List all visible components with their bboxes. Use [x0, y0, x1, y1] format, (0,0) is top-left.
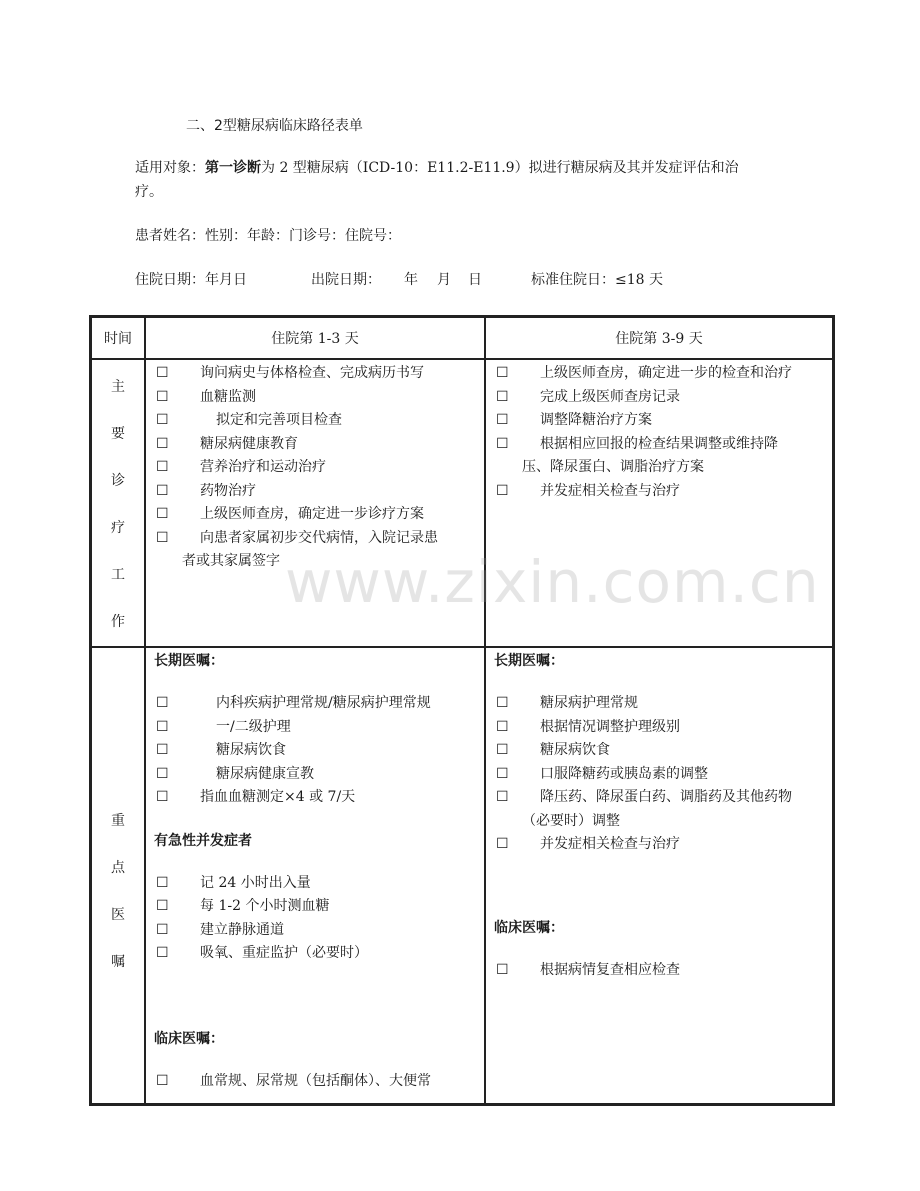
table-header-row — [91, 317, 833, 359]
longterm-order-item — [146, 763, 484, 787]
page-heading: 二、2型糖尿病临床路径表单 — [186, 118, 363, 134]
acute-order-item-text: 记 24 小时出入量 — [200, 874, 311, 891]
key-orders-label-char: 医 — [111, 907, 125, 923]
longterm-order-item-text: 糖尿病饮食 — [540, 742, 610, 758]
checkbox-icon[interactable]: ☐ — [156, 898, 169, 914]
key-orders-day-1-3 — [145, 647, 485, 1104]
checkbox-icon[interactable]: ☐ — [496, 482, 509, 499]
watermark: www.zixin.com.cn — [285, 548, 820, 616]
discharge-year: 年 — [404, 272, 418, 288]
checkbox-icon[interactable]: ☐ — [156, 742, 169, 758]
main-treatment-item-text: 血糖监测 — [200, 388, 256, 405]
checkbox-icon[interactable]: ☐ — [496, 836, 509, 852]
checkbox-icon[interactable]: ☐ — [496, 718, 509, 735]
main-treatment-item-text: 根据相应回报的检查结果调整或维持降 — [540, 435, 778, 452]
checkbox-icon[interactable]: ☐ — [496, 789, 509, 805]
checkbox-icon[interactable]: ☐ — [496, 695, 509, 711]
checkbox-icon[interactable]: ☐ — [156, 921, 169, 938]
checkbox-icon[interactable]: ☐ — [156, 365, 169, 381]
checkbox-icon[interactable]: ☐ — [156, 765, 169, 782]
main-treatment-day-1-3 — [145, 359, 485, 647]
longterm-order-item — [486, 692, 832, 716]
acute-order-item — [146, 872, 484, 896]
longterm-order-item-text: 根据情况调整护理级别 — [540, 718, 680, 735]
main-treatment-label-char: 要 — [111, 426, 125, 442]
discharge-month: 月 — [437, 272, 451, 288]
patient-info: 患者姓名：性别：年龄：门诊号：住院号： — [135, 228, 401, 244]
longterm-order-item — [486, 763, 832, 787]
checkbox-icon[interactable]: ☐ — [496, 365, 509, 381]
acute-order-item-text: 吸氧、重症监护（必要时） — [200, 945, 368, 961]
main-treatment-label-char: 主 — [111, 379, 125, 395]
main-treatment-item-continuation: 者或其家属签字 — [182, 553, 280, 569]
longterm-order-item — [146, 692, 484, 716]
clinical-title-right: 临床医嘱： — [494, 919, 564, 936]
longterm-order-item-text: 降压药、降尿蛋白药、调脂药及其他药物 — [540, 789, 792, 805]
main-treatment-label-char: 作 — [111, 614, 125, 630]
acute-title: 有急性并发症者 — [154, 832, 252, 849]
checkbox-icon[interactable]: ☐ — [156, 695, 169, 711]
longterm-order-item-text: 口服降糖药或胰岛素的调整 — [540, 765, 708, 782]
checkbox-icon[interactable]: ☐ — [496, 388, 509, 405]
main-treatment-item-text: 向患者家属初步交代病情，入院记录患 — [200, 529, 438, 546]
longterm-order-item — [146, 716, 484, 740]
longterm-order-item-text: 指血血糖测定×4 或 7/天 — [200, 789, 356, 805]
acute-order-item — [146, 919, 484, 943]
checkbox-icon[interactable]: ☐ — [156, 874, 169, 891]
acute-order-item-text: 建立静脉通道 — [200, 921, 284, 938]
scope-text: 为 2 型糖尿病（ICD-10：E11.2-E11.9）拟进行糖尿病及其并发症评估和治 — [261, 160, 739, 176]
key-orders-row — [91, 647, 833, 1104]
checkbox-icon[interactable]: ☐ — [156, 412, 169, 428]
main-treatment-label-char: 疗 — [111, 520, 125, 536]
standard-stay: 标准住院日：≤18 天 — [531, 272, 663, 288]
main-treatment-item — [486, 433, 832, 457]
main-treatment-item-text: 完成上级医师查房记录 — [540, 388, 680, 405]
longterm-order-item-text: 糖尿病健康宣教 — [216, 765, 314, 782]
acute-order-item — [146, 942, 484, 966]
key-orders-day-3-9 — [485, 647, 833, 1104]
longterm-order-item-text: 一/二级护理 — [216, 718, 291, 735]
longterm-order-item — [486, 739, 832, 763]
main-treatment-item — [486, 362, 832, 386]
clinical-order-item-text: 血常规、尿常规（包括酮体）、大便常 — [200, 1072, 431, 1089]
main-treatment-label — [91, 359, 145, 647]
scope-label: 适用对象： — [135, 160, 205, 176]
main-treatment-item — [146, 480, 484, 504]
longterm-title-left: 长期医嘱： — [154, 653, 224, 669]
checkbox-icon[interactable]: ☐ — [156, 388, 169, 405]
longterm-order-item — [486, 786, 832, 810]
longterm-title-right: 长期医嘱： — [494, 653, 564, 669]
discharge-date-label: 出院日期： — [311, 272, 381, 288]
checkbox-icon[interactable]: ☐ — [156, 459, 169, 475]
checkbox-icon[interactable]: ☐ — [496, 765, 509, 782]
main-treatment-item — [486, 386, 832, 410]
clinical-order-item — [486, 959, 832, 983]
checkbox-icon[interactable]: ☐ — [496, 412, 509, 428]
main-treatment-item — [146, 362, 484, 386]
clinical-pathway-table — [89, 315, 835, 1106]
checkbox-icon[interactable]: ☐ — [496, 961, 509, 978]
scope-line-2: 疗。 — [135, 184, 163, 200]
header-time: 时间 — [91, 317, 145, 359]
main-treatment-item-continuation: 压、降尿蛋白、调脂治疗方案 — [522, 459, 704, 475]
checkbox-icon[interactable]: ☐ — [156, 529, 169, 546]
acute-order-item-text: 每 1-2 个小时测血糖 — [200, 898, 330, 914]
main-treatment-label-char: 工 — [111, 567, 125, 583]
header-day-3-9: 住院第 3-9 天 — [485, 317, 833, 359]
scope-primary-diagnosis: 第一诊断 — [205, 160, 261, 176]
longterm-order-item — [486, 833, 832, 857]
main-treatment-item-text: 药物治疗 — [200, 482, 256, 499]
main-treatment-item-text: 调整降糖治疗方案 — [540, 412, 652, 428]
key-orders-label — [91, 647, 145, 1104]
main-treatment-item — [146, 409, 484, 433]
key-orders-label-char: 嘱 — [111, 954, 125, 970]
longterm-order-item-text: 内科疾病护理常规/糖尿病护理常规 — [216, 695, 431, 711]
clinical-title-left: 临床医嘱： — [154, 1030, 224, 1047]
main-treatment-row — [91, 359, 833, 647]
admission-date: 住院日期：年月日 — [135, 272, 247, 288]
key-orders-label-char: 点 — [111, 860, 125, 876]
longterm-order-item — [146, 786, 484, 810]
longterm-order-item-text: 并发症相关检查与治疗 — [540, 836, 680, 852]
key-orders-label-char: 重 — [111, 813, 125, 829]
checkbox-icon[interactable]: ☐ — [156, 1072, 169, 1089]
header-day-1-3: 住院第 1-3 天 — [145, 317, 485, 359]
checkbox-icon[interactable]: ☐ — [496, 435, 509, 452]
main-treatment-item — [146, 433, 484, 457]
longterm-order-item — [486, 716, 832, 740]
clinical-order-item — [146, 1070, 484, 1094]
longterm-order-item-text: 糖尿病护理常规 — [540, 695, 638, 711]
main-treatment-item-text: 上级医师查房，确定进一步诊疗方案 — [200, 506, 424, 522]
main-treatment-item — [146, 503, 484, 527]
main-treatment-item — [146, 527, 484, 551]
checkbox-icon[interactable]: ☐ — [496, 742, 509, 758]
checkbox-icon[interactable]: ☐ — [156, 435, 169, 452]
main-treatment-item-text: 拟定和完善项目检查 — [216, 412, 342, 428]
checkbox-icon[interactable]: ☐ — [156, 945, 169, 961]
checkbox-icon[interactable]: ☐ — [156, 718, 169, 735]
longterm-order-item-continuation: （必要时）调整 — [522, 812, 620, 829]
checkbox-icon[interactable]: ☐ — [156, 789, 169, 805]
longterm-order-item-text: 糖尿病饮食 — [216, 742, 286, 758]
acute-order-item — [146, 895, 484, 919]
checkbox-icon[interactable]: ☐ — [156, 482, 169, 499]
scope-line-1 — [135, 158, 739, 178]
main-treatment-item-text: 并发症相关检查与治疗 — [540, 482, 680, 499]
clinical-order-item-text: 根据病情复查相应检查 — [540, 961, 680, 978]
main-treatment-item — [146, 386, 484, 410]
main-treatment-day-3-9 — [485, 359, 833, 647]
main-treatment-item — [146, 456, 484, 480]
main-treatment-item — [486, 480, 832, 504]
main-treatment-item-text: 询问病史与体格检查、完成病历书写 — [200, 365, 424, 381]
main-treatment-item-text: 上级医师查房，确定进一步的检查和治疗 — [540, 365, 792, 381]
discharge-day: 日 — [468, 272, 482, 288]
main-treatment-item-text: 糖尿病健康教育 — [200, 435, 298, 452]
checkbox-icon[interactable]: ☐ — [156, 506, 169, 522]
main-treatment-label-char: 诊 — [111, 473, 125, 489]
main-treatment-item-text: 营养治疗和运动治疗 — [200, 459, 326, 475]
longterm-order-item — [146, 739, 484, 763]
main-treatment-item — [486, 409, 832, 433]
